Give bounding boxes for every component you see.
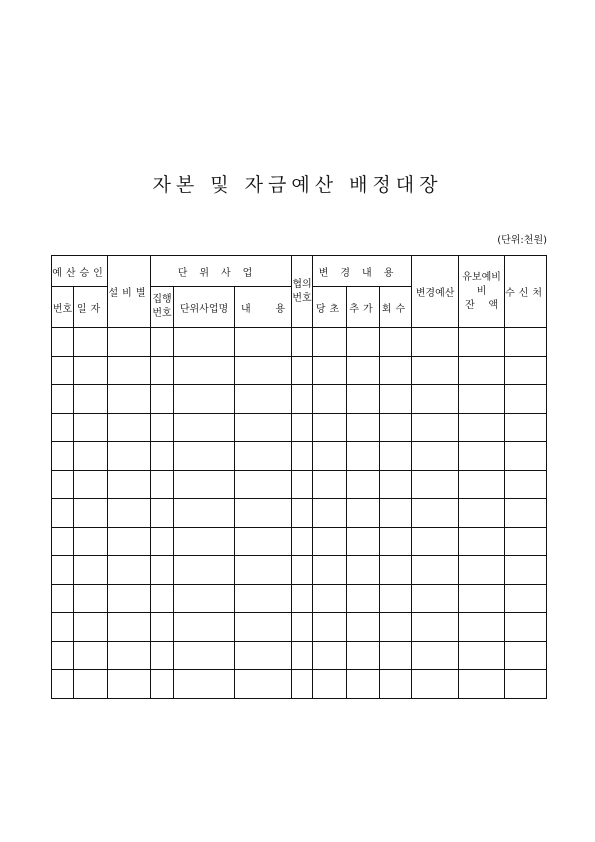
cell-unit-project-name — [174, 499, 235, 528]
cell-content — [235, 499, 292, 528]
cell-exec-no — [151, 527, 174, 556]
unit-note: (단위:천원) — [497, 235, 547, 246]
cell-recipient — [505, 641, 547, 670]
cell-unit-project-name — [174, 442, 235, 471]
cell-approval-no — [52, 641, 74, 670]
header-expense-type: 설비별 — [108, 256, 151, 328]
cell-content — [235, 470, 292, 499]
cell-approval-no — [52, 385, 74, 414]
cell-consult-no — [292, 527, 313, 556]
cell-addition — [347, 470, 380, 499]
cell-exec-no — [151, 670, 174, 699]
cell-exec-no — [151, 641, 174, 670]
cell-recovery — [380, 613, 412, 642]
header-exec-no-line2: 번호 — [152, 308, 172, 319]
cell-approval-date — [74, 641, 108, 670]
cell-recovery — [380, 442, 412, 471]
cell-reserve-balance — [459, 584, 505, 613]
cell-changed-budget — [412, 613, 459, 642]
cell-approval-date — [74, 556, 108, 585]
header-change-group: 변경내용 — [313, 256, 412, 287]
cell-approval-date — [74, 470, 108, 499]
header-reserve-line2-left: 잔 — [465, 299, 475, 311]
cell-original — [313, 470, 347, 499]
cell-content — [235, 641, 292, 670]
cell-unit-project-name — [174, 584, 235, 613]
cell-recipient — [505, 527, 547, 556]
cell-addition — [347, 356, 380, 385]
cell-addition — [347, 499, 380, 528]
cell-consult-no — [292, 556, 313, 585]
cell-changed-budget — [412, 385, 459, 414]
cell-content — [235, 527, 292, 556]
cell-expense-type — [108, 385, 151, 414]
cell-consult-no — [292, 328, 313, 357]
cell-approval-date — [74, 328, 108, 357]
header-row-1 — [52, 256, 547, 287]
cell-approval-no — [52, 413, 74, 442]
cell-addition — [347, 527, 380, 556]
cell-approval-date — [74, 499, 108, 528]
cell-recovery — [380, 499, 412, 528]
cell-changed-budget — [412, 356, 459, 385]
cell-consult-no — [292, 470, 313, 499]
cell-expense-type — [108, 613, 151, 642]
cell-addition — [347, 442, 380, 471]
cell-original — [313, 527, 347, 556]
header-changed-budget: 변경예산 — [412, 256, 459, 328]
cell-consult-no — [292, 584, 313, 613]
cell-reserve-balance — [459, 413, 505, 442]
cell-recovery — [380, 670, 412, 699]
header-addition: 추가 — [347, 287, 380, 328]
header-reserve-line1: 유보예비비 — [462, 271, 501, 297]
cell-recovery — [380, 356, 412, 385]
cell-recipient — [505, 328, 547, 357]
cell-changed-budget — [412, 413, 459, 442]
cell-unit-project-name — [174, 641, 235, 670]
cell-recovery — [380, 470, 412, 499]
table-row — [52, 584, 547, 613]
table-row — [52, 385, 547, 414]
header-unit-project-group: 단위사업 — [151, 256, 292, 287]
cell-consult-no — [292, 356, 313, 385]
cell-expense-type — [108, 413, 151, 442]
header-content-spread — [235, 300, 291, 315]
cell-content — [235, 584, 292, 613]
table-row — [52, 356, 547, 385]
cell-approval-no — [52, 328, 74, 357]
cell-expense-type — [108, 328, 151, 357]
cell-approval-no — [52, 613, 74, 642]
cell-unit-project-name — [174, 413, 235, 442]
cell-unit-project-name — [174, 527, 235, 556]
cell-unit-project-name — [174, 613, 235, 642]
cell-recipient — [505, 670, 547, 699]
header-consult-no-line1: 협의 — [292, 278, 312, 290]
header-approval-group: 예산승인 — [52, 256, 108, 287]
ledger-body — [52, 328, 547, 699]
cell-changed-budget — [412, 442, 459, 471]
cell-changed-budget — [412, 556, 459, 585]
header-consult-no — [292, 256, 313, 328]
cell-approval-date — [74, 584, 108, 613]
cell-exec-no — [151, 584, 174, 613]
cell-changed-budget — [412, 527, 459, 556]
cell-consult-no — [292, 670, 313, 699]
header-reserve-line2 — [459, 299, 504, 313]
page-title: 자본 및 자금예산 배정대장 — [152, 174, 443, 196]
cell-reserve-balance — [459, 328, 505, 357]
cell-approval-date — [74, 670, 108, 699]
table-row — [52, 328, 547, 357]
cell-consult-no — [292, 499, 313, 528]
header-content — [235, 287, 292, 328]
cell-expense-type — [108, 470, 151, 499]
cell-approval-no — [52, 556, 74, 585]
cell-recovery — [380, 527, 412, 556]
cell-content — [235, 670, 292, 699]
cell-content — [235, 385, 292, 414]
cell-approval-no — [52, 670, 74, 699]
cell-reserve-balance — [459, 499, 505, 528]
header-exec-no-line1: 집행 — [152, 294, 172, 305]
cell-changed-budget — [412, 470, 459, 499]
cell-reserve-balance — [459, 527, 505, 556]
cell-original — [313, 442, 347, 471]
cell-exec-no — [151, 613, 174, 642]
cell-original — [313, 413, 347, 442]
header-reserve-balance — [459, 256, 505, 328]
table-row — [52, 413, 547, 442]
cell-approval-no — [52, 499, 74, 528]
cell-approval-no — [52, 527, 74, 556]
cell-changed-budget — [412, 670, 459, 699]
header-original: 당초 — [313, 287, 347, 328]
cell-recovery — [380, 385, 412, 414]
cell-unit-project-name — [174, 556, 235, 585]
header-approval-no: 번호 — [52, 287, 74, 328]
cell-recipient — [505, 385, 547, 414]
cell-approval-date — [74, 613, 108, 642]
cell-original — [313, 670, 347, 699]
cell-expense-type — [108, 356, 151, 385]
cell-content — [235, 356, 292, 385]
cell-expense-type — [108, 670, 151, 699]
cell-addition — [347, 413, 380, 442]
header-approval-date: 일자 — [74, 287, 108, 328]
cell-approval-no — [52, 584, 74, 613]
cell-exec-no — [151, 556, 174, 585]
cell-reserve-balance — [459, 470, 505, 499]
table-row — [52, 470, 547, 499]
cell-unit-project-name — [174, 328, 235, 357]
cell-recovery — [380, 328, 412, 357]
cell-consult-no — [292, 613, 313, 642]
cell-unit-project-name — [174, 356, 235, 385]
cell-reserve-balance — [459, 670, 505, 699]
cell-original — [313, 385, 347, 414]
cell-exec-no — [151, 385, 174, 414]
header-consult-no-line2: 번호 — [292, 292, 312, 304]
table-row — [52, 442, 547, 471]
cell-recipient — [505, 470, 547, 499]
cell-recipient — [505, 556, 547, 585]
cell-original — [313, 499, 347, 528]
cell-expense-type — [108, 527, 151, 556]
header-unit-project-name: 단위사업명 — [174, 287, 235, 328]
cell-consult-no — [292, 442, 313, 471]
cell-original — [313, 328, 347, 357]
cell-reserve-balance — [459, 442, 505, 471]
cell-approval-date — [74, 385, 108, 414]
cell-changed-budget — [412, 641, 459, 670]
cell-recipient — [505, 584, 547, 613]
cell-addition — [347, 385, 380, 414]
header-content-left: 내 — [241, 303, 251, 315]
cell-content — [235, 442, 292, 471]
cell-addition — [347, 556, 380, 585]
cell-approval-no — [52, 442, 74, 471]
cell-recovery — [380, 413, 412, 442]
table-row — [52, 527, 547, 556]
cell-approval-date — [74, 527, 108, 556]
table-row — [52, 499, 547, 528]
cell-approval-no — [52, 470, 74, 499]
cell-exec-no — [151, 413, 174, 442]
cell-content — [235, 613, 292, 642]
cell-exec-no — [151, 499, 174, 528]
cell-consult-no — [292, 641, 313, 670]
cell-original — [313, 641, 347, 670]
cell-reserve-balance — [459, 356, 505, 385]
header-exec-no — [151, 287, 174, 328]
table-row — [52, 613, 547, 642]
cell-recovery — [380, 584, 412, 613]
cell-expense-type — [108, 442, 151, 471]
cell-original — [313, 356, 347, 385]
cell-recovery — [380, 641, 412, 670]
cell-exec-no — [151, 470, 174, 499]
cell-unit-project-name — [174, 470, 235, 499]
cell-reserve-balance — [459, 556, 505, 585]
cell-reserve-balance — [459, 613, 505, 642]
cell-changed-budget — [412, 584, 459, 613]
budget-ledger-table — [51, 255, 547, 699]
cell-recipient — [505, 356, 547, 385]
cell-reserve-balance — [459, 385, 505, 414]
cell-expense-type — [108, 556, 151, 585]
table-row — [52, 556, 547, 585]
header-recovery: 회수 — [380, 287, 412, 328]
cell-expense-type — [108, 641, 151, 670]
cell-approval-no — [52, 356, 74, 385]
header-recipient: 수신처 — [505, 256, 547, 328]
cell-addition — [347, 670, 380, 699]
cell-changed-budget — [412, 328, 459, 357]
cell-approval-date — [74, 442, 108, 471]
cell-consult-no — [292, 385, 313, 414]
cell-approval-date — [74, 356, 108, 385]
cell-recipient — [505, 442, 547, 471]
cell-content — [235, 556, 292, 585]
cell-addition — [347, 641, 380, 670]
cell-changed-budget — [412, 499, 459, 528]
cell-recipient — [505, 613, 547, 642]
table-row — [52, 641, 547, 670]
cell-unit-project-name — [174, 670, 235, 699]
cell-expense-type — [108, 499, 151, 528]
header-content-right: 용 — [275, 303, 286, 315]
cell-original — [313, 584, 347, 613]
cell-consult-no — [292, 413, 313, 442]
cell-content — [235, 413, 292, 442]
cell-original — [313, 556, 347, 585]
cell-addition — [347, 328, 380, 357]
cell-exec-no — [151, 356, 174, 385]
cell-content — [235, 328, 292, 357]
cell-expense-type — [108, 584, 151, 613]
cell-recovery — [380, 556, 412, 585]
cell-reserve-balance — [459, 641, 505, 670]
cell-unit-project-name — [174, 385, 235, 414]
header-reserve-line2-right: 액 — [488, 299, 499, 311]
cell-approval-date — [74, 413, 108, 442]
cell-exec-no — [151, 328, 174, 357]
cell-original — [313, 613, 347, 642]
cell-recipient — [505, 413, 547, 442]
cell-addition — [347, 613, 380, 642]
cell-exec-no — [151, 442, 174, 471]
cell-addition — [347, 584, 380, 613]
table-row — [52, 670, 547, 699]
cell-recipient — [505, 499, 547, 528]
